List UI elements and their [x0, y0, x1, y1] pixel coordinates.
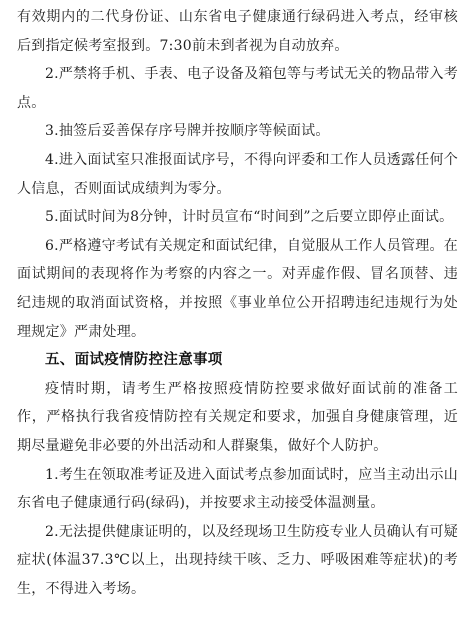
paragraph-rule-4-no-personal-info: 4.进入面试室只准报面试序号，不得向评委和工作人员透露任何个人信息，否则面试成绩判为零分。	[17, 151, 458, 197]
paragraph-rule-3-lottery-number: 3.抽签后妥善保存序号牌并按顺序等候面试。	[45, 123, 330, 140]
paragraph-rule-2-prohibited-items: 2.严禁将手机、手表、电子设备及箱包等与考试无关的物品带入考点。	[17, 66, 458, 111]
paragraph-rule-6-discipline: 6.严格遵守考试有关规定和面试纪律，自觉服从工作人员管理。在面试期间的表现将作为考察的内容之一。对弄虚作假、冒名顶替、违纪违规的取消面试资格，并按照《事业单位公开招聘违纪违规行为处理规定》严肃处理。	[17, 237, 458, 340]
paragraph-epidemic-rule-1-health-code: 1.考生在领取准考证及进入面试考点参加面试时，应当主动出示山东省电子健康通行码(绿码)，并按要求主动接受体温测量。	[17, 466, 458, 512]
paragraph-id-requirements-continued: 有效期内的二代身份证、山东省电子健康通行绿码进入考点，经审核后到指定候考室报到。7:30前未到者视为自动放弃。	[17, 9, 458, 54]
paragraph-epidemic-intro: 疫情时期，请考生严格按照疫情防控要求做好面试前的准备工作，严格执行我省疫情防控有关规定和要求，加强自身健康管理，近期尽量避免非必要的外出活动和人群聚集，做好个人防护。	[17, 380, 458, 454]
paragraph-rule-5-time-limit: 5.面试时间为8分钟，计时员宣布“时间到”之后要立即停止面试。	[45, 209, 454, 226]
section-heading-epidemic-prevention: 五、面试疫情防控注意事项	[45, 352, 223, 369]
paragraph-epidemic-rule-2-symptoms: 2.无法提供健康证明的，以及经现场卫生防疫专业人员确认有可疑症状(体温37.3℃以上，出现持续干咳、乏力、呼吸困难等症状)的考生，不得进入考场。	[17, 523, 458, 597]
